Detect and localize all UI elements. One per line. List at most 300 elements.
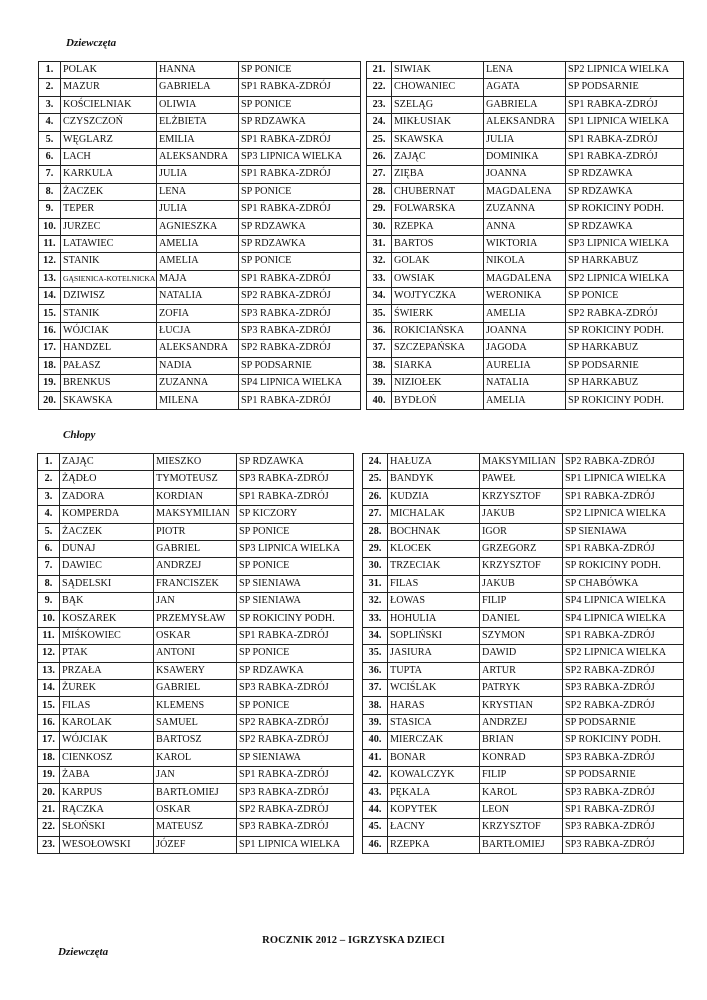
cell-first-name: KSAWERY xyxy=(154,662,237,679)
cell-surname: KOSZAREK xyxy=(60,610,154,627)
cell-num: 18. xyxy=(38,749,60,766)
boys-table-left xyxy=(37,453,354,854)
cell-num: 1. xyxy=(38,454,60,471)
cell-surname: CHOWANIEC xyxy=(392,79,484,96)
cell-school: SP1 RABKA-ZDRÓJ xyxy=(566,96,684,113)
table-row xyxy=(38,506,354,523)
cell-first-name: FILIP xyxy=(480,767,563,784)
cell-num: 11. xyxy=(38,627,60,644)
cell-first-name: ŁUCJA xyxy=(157,322,239,339)
table-row xyxy=(367,96,684,113)
cell-first-name: PRZEMYSŁAW xyxy=(154,610,237,627)
table-row xyxy=(367,375,684,392)
cell-first-name: SZYMON xyxy=(480,627,563,644)
table-row xyxy=(38,732,354,749)
cell-first-name: KAROL xyxy=(480,784,563,801)
table-row xyxy=(39,357,361,374)
table-row xyxy=(367,305,684,322)
cell-school: SP PODSARNIE xyxy=(563,767,684,784)
cell-school: SP SIENIAWA xyxy=(237,593,354,610)
cell-surname: KOMPERDA xyxy=(60,506,154,523)
cell-num: 43. xyxy=(363,784,388,801)
cell-num: 39. xyxy=(363,714,388,731)
cell-num: 9. xyxy=(39,201,61,218)
cell-num: 36. xyxy=(363,662,388,679)
cell-surname: ŻACZEK xyxy=(60,523,154,540)
cell-surname: PAŁASZ xyxy=(61,357,157,374)
table-row xyxy=(363,627,684,644)
cell-first-name: JAN xyxy=(154,593,237,610)
cell-first-name: HANNA xyxy=(157,62,239,79)
table-row xyxy=(363,767,684,784)
cell-school: SP PONICE xyxy=(566,288,684,305)
cell-first-name: JAGODA xyxy=(484,340,566,357)
cell-first-name: KAROL xyxy=(154,749,237,766)
cell-surname: BARTOS xyxy=(392,235,484,252)
cell-school: SP RDZAWKA xyxy=(566,183,684,200)
cell-first-name: GABRIELA xyxy=(157,79,239,96)
cell-surname: JURZEC xyxy=(61,218,157,235)
girls-table-left xyxy=(38,61,361,410)
table-row xyxy=(363,558,684,575)
cell-first-name: LENA xyxy=(157,183,239,200)
cell-surname: DAWIEC xyxy=(60,558,154,575)
cell-first-name: WERONIKA xyxy=(484,288,566,305)
cell-first-name: AMELIA xyxy=(484,392,566,409)
cell-first-name: KRYSTIAN xyxy=(480,697,563,714)
table-row xyxy=(367,79,684,96)
cell-school: SP2 RABKA-ZDRÓJ xyxy=(237,732,354,749)
cell-school: SP HARKABUZ xyxy=(566,375,684,392)
cell-surname: CHUBERNAT xyxy=(392,183,484,200)
cell-first-name: BARTŁOMIEJ xyxy=(480,836,563,853)
table-row xyxy=(39,270,361,287)
cell-school: SP3 RABKA-ZDRÓJ xyxy=(237,819,354,836)
cell-surname: FOLWARSKA xyxy=(392,201,484,218)
table-row xyxy=(39,62,361,79)
cell-first-name: ALEKSANDRA xyxy=(157,340,239,357)
cell-num: 28. xyxy=(363,523,388,540)
cell-num: 30. xyxy=(367,218,392,235)
cell-surname: HARAS xyxy=(388,697,480,714)
cell-first-name: SAMUEL xyxy=(154,714,237,731)
cell-surname: KARPUS xyxy=(60,784,154,801)
cell-first-name: ARTUR xyxy=(480,662,563,679)
cell-school: SP2 RABKA-ZDRÓJ xyxy=(563,662,684,679)
cell-school: SP3 RABKA-ZDRÓJ xyxy=(237,784,354,801)
cell-school: SP PONICE xyxy=(237,558,354,575)
cell-school: SP3 RABKA-ZDRÓJ xyxy=(563,836,684,853)
cell-first-name: PATRYK xyxy=(480,680,563,697)
table-row xyxy=(363,784,684,801)
table-row xyxy=(367,148,684,165)
cell-first-name: NATALIA xyxy=(484,375,566,392)
cell-first-name: LEON xyxy=(480,801,563,818)
cell-school: SP PODSARNIE xyxy=(566,79,684,96)
cell-first-name: MATEUSZ xyxy=(154,819,237,836)
cell-surname: HANDZEL xyxy=(61,340,157,357)
cell-school: SP1 RABKA-ZDRÓJ xyxy=(563,540,684,557)
cell-num: 15. xyxy=(38,697,60,714)
cell-num: 21. xyxy=(38,801,60,818)
cell-num: 30. xyxy=(363,558,388,575)
cell-surname: FILAS xyxy=(60,697,154,714)
cell-surname: MIŚKOWIEC xyxy=(60,627,154,644)
table-row xyxy=(38,575,354,592)
cell-surname: MAZUR xyxy=(61,79,157,96)
table-row xyxy=(367,131,684,148)
footer-heading: Dziewczęta xyxy=(58,946,109,958)
cell-first-name: WIKTORIA xyxy=(484,235,566,252)
table-row xyxy=(363,680,684,697)
cell-first-name: DAWID xyxy=(480,645,563,662)
table-row xyxy=(39,183,361,200)
cell-num: 8. xyxy=(39,183,61,200)
cell-first-name: DANIEL xyxy=(480,610,563,627)
table-row xyxy=(363,714,684,731)
cell-num: 23. xyxy=(38,836,60,853)
cell-num: 40. xyxy=(363,732,388,749)
cell-first-name: ELŻBIETA xyxy=(157,114,239,131)
cell-surname: PRZAŁA xyxy=(60,662,154,679)
table-row xyxy=(363,610,684,627)
table-row xyxy=(367,322,684,339)
cell-surname: ŻACZEK xyxy=(61,183,157,200)
cell-first-name: ANTONI xyxy=(154,645,237,662)
cell-surname: ZADORA xyxy=(60,488,154,505)
cell-school: SP SIENIAWA xyxy=(237,575,354,592)
cell-school: SP RDZAWKA xyxy=(237,662,354,679)
cell-surname: ROKICIAŃSKA xyxy=(392,322,484,339)
cell-num: 19. xyxy=(38,767,60,784)
table-row xyxy=(363,836,684,853)
cell-num: 9. xyxy=(38,593,60,610)
cell-school: SP ROKICINY PODH. xyxy=(566,201,684,218)
cell-num: 13. xyxy=(38,662,60,679)
cell-school: SP1 RABKA-ZDRÓJ xyxy=(563,627,684,644)
table-row xyxy=(38,819,354,836)
cell-first-name: JAN xyxy=(154,767,237,784)
cell-num: 29. xyxy=(367,201,392,218)
table-row xyxy=(367,270,684,287)
cell-school: SP PONICE xyxy=(239,62,361,79)
cell-num: 32. xyxy=(367,253,392,270)
cell-surname: BANDYK xyxy=(388,471,480,488)
table-row xyxy=(39,131,361,148)
cell-surname: DUNAJ xyxy=(60,540,154,557)
cell-num: 33. xyxy=(367,270,392,287)
cell-first-name: ALEKSANDRA xyxy=(484,114,566,131)
cell-num: 27. xyxy=(363,506,388,523)
cell-first-name: OLIWIA xyxy=(157,96,239,113)
cell-surname: HOHULIA xyxy=(388,610,480,627)
cell-num: 27. xyxy=(367,166,392,183)
cell-surname: WÓJCIAK xyxy=(60,732,154,749)
table-row xyxy=(39,322,361,339)
cell-school: SP1 LIPNICA WIELKA xyxy=(563,471,684,488)
cell-num: 7. xyxy=(39,166,61,183)
cell-num: 34. xyxy=(367,288,392,305)
cell-surname: BĄK xyxy=(60,593,154,610)
cell-school: SP1 RABKA-ZDRÓJ xyxy=(239,270,361,287)
cell-school: SP ROKICINY PODH. xyxy=(566,322,684,339)
table-row xyxy=(363,819,684,836)
cell-school: SP1 RABKA-ZDRÓJ xyxy=(566,148,684,165)
cell-school: SP PONICE xyxy=(237,697,354,714)
cell-num: 21. xyxy=(367,62,392,79)
cell-first-name: LENA xyxy=(484,62,566,79)
table-row xyxy=(38,767,354,784)
cell-first-name: GABRIEL xyxy=(154,680,237,697)
table-row xyxy=(39,392,361,409)
cell-surname: BYDŁOŃ xyxy=(392,392,484,409)
cell-first-name: GABRIEL xyxy=(154,540,237,557)
cell-surname: SKAWSKA xyxy=(61,392,157,409)
table-row xyxy=(363,471,684,488)
cell-school: SP2 LIPNICA WIELKA xyxy=(566,62,684,79)
cell-school: SP PODSARNIE xyxy=(566,357,684,374)
table-row xyxy=(363,523,684,540)
cell-surname: ŻABA xyxy=(60,767,154,784)
table-row xyxy=(39,340,361,357)
cell-surname: WĘGLARZ xyxy=(61,131,157,148)
cell-first-name: ZOFIA xyxy=(157,305,239,322)
cell-school: SP PONICE xyxy=(237,645,354,662)
table-row xyxy=(39,375,361,392)
cell-school: SP1 RABKA-ZDRÓJ xyxy=(239,79,361,96)
cell-surname: CIENKOSZ xyxy=(60,749,154,766)
table-row xyxy=(38,836,354,853)
cell-surname: HAŁUZA xyxy=(388,454,480,471)
cell-school: SP2 LIPNICA WIELKA xyxy=(566,270,684,287)
cell-school: SP ROKICINY PODH. xyxy=(563,732,684,749)
cell-school: SP PONICE xyxy=(239,253,361,270)
cell-num: 46. xyxy=(363,836,388,853)
cell-surname: SŁOŃSKI xyxy=(60,819,154,836)
cell-school: SP KICZORY xyxy=(237,506,354,523)
cell-first-name: JOANNA xyxy=(484,166,566,183)
cell-num: 13. xyxy=(39,270,61,287)
cell-school: SP4 LIPNICA WIELKA xyxy=(239,375,361,392)
cell-surname: WESOŁOWSKI xyxy=(60,836,154,853)
cell-surname: RZEPKA xyxy=(392,218,484,235)
heading-girls: Dziewczęta xyxy=(66,37,117,49)
table-row xyxy=(363,506,684,523)
cell-num: 38. xyxy=(367,357,392,374)
cell-school: SP2 LIPNICA WIELKA xyxy=(563,645,684,662)
cell-num: 35. xyxy=(363,645,388,662)
cell-surname: CZYSZCZOŃ xyxy=(61,114,157,131)
table-row xyxy=(39,201,361,218)
table-row xyxy=(39,305,361,322)
cell-surname: RĄCZKA xyxy=(60,801,154,818)
table-row xyxy=(38,627,354,644)
cell-surname: SIARKA xyxy=(392,357,484,374)
cell-first-name: EMILIA xyxy=(157,131,239,148)
cell-school: SP1 RABKA-ZDRÓJ xyxy=(239,201,361,218)
cell-school: SP2 RABKA-ZDRÓJ xyxy=(566,305,684,322)
cell-first-name: MIESZKO xyxy=(154,454,237,471)
cell-num: 37. xyxy=(367,340,392,357)
cell-school: SP PONICE xyxy=(239,96,361,113)
cell-school: SP1 RABKA-ZDRÓJ xyxy=(237,488,354,505)
cell-surname: MIERCZAK xyxy=(388,732,480,749)
cell-school: SP RDZAWKA xyxy=(566,218,684,235)
table-row xyxy=(367,357,684,374)
cell-num: 17. xyxy=(38,732,60,749)
cell-school: SP PONICE xyxy=(239,183,361,200)
cell-surname: LATAWIEC xyxy=(61,235,157,252)
cell-surname: STANIK xyxy=(61,253,157,270)
cell-school: SP ROKICINY PODH. xyxy=(237,610,354,627)
cell-school: SP HARKABUZ xyxy=(566,253,684,270)
table-row xyxy=(38,488,354,505)
cell-num: 35. xyxy=(367,305,392,322)
cell-school: SP1 LIPNICA WIELKA xyxy=(566,114,684,131)
cell-surname: ŁACNY xyxy=(388,819,480,836)
table-row xyxy=(39,148,361,165)
cell-school: SP1 RABKA-ZDRÓJ xyxy=(563,488,684,505)
table-row xyxy=(363,454,684,471)
table-row xyxy=(367,183,684,200)
cell-first-name: MILENA xyxy=(157,392,239,409)
cell-num: 17. xyxy=(39,340,61,357)
cell-school: SP3 LIPNICA WIELKA xyxy=(239,148,361,165)
table-row xyxy=(38,749,354,766)
cell-num: 5. xyxy=(39,131,61,148)
cell-num: 6. xyxy=(38,540,60,557)
cell-surname: TRZECIAK xyxy=(388,558,480,575)
cell-num: 36. xyxy=(367,322,392,339)
cell-school: SP ROKICINY PODH. xyxy=(566,392,684,409)
cell-num: 26. xyxy=(367,148,392,165)
table-row xyxy=(38,714,354,731)
cell-num: 24. xyxy=(363,454,388,471)
table-row xyxy=(367,253,684,270)
cell-school: SP3 RABKA-ZDRÓJ xyxy=(239,305,361,322)
cell-school: SP3 RABKA-ZDRÓJ xyxy=(563,784,684,801)
cell-school: SP RDZAWKA xyxy=(239,235,361,252)
table-row xyxy=(38,471,354,488)
cell-school: SP1 RABKA-ZDRÓJ xyxy=(563,801,684,818)
cell-num: 29. xyxy=(363,540,388,557)
cell-first-name: OSKAR xyxy=(154,627,237,644)
cell-num: 31. xyxy=(363,575,388,592)
cell-first-name: JULIA xyxy=(157,201,239,218)
cell-num: 23. xyxy=(367,96,392,113)
cell-first-name: MAGDALENA xyxy=(484,270,566,287)
cell-surname: BOCHNAK xyxy=(388,523,480,540)
cell-surname: WCIŚLAK xyxy=(388,680,480,697)
cell-surname: OWSIAK xyxy=(392,270,484,287)
cell-first-name: DOMINIKA xyxy=(484,148,566,165)
footer-title: ROCZNIK 2012 – IGRZYSKA DZIECI xyxy=(262,935,445,946)
cell-num: 41. xyxy=(363,749,388,766)
cell-first-name: AMELIA xyxy=(157,235,239,252)
cell-num: 8. xyxy=(38,575,60,592)
cell-num: 24. xyxy=(367,114,392,131)
cell-surname: MICHALAK xyxy=(388,506,480,523)
cell-school: SP3 RABKA-ZDRÓJ xyxy=(563,749,684,766)
cell-num: 33. xyxy=(363,610,388,627)
cell-first-name: KORDIAN xyxy=(154,488,237,505)
cell-first-name: FILIP xyxy=(480,593,563,610)
cell-surname: BONAR xyxy=(388,749,480,766)
table-row xyxy=(38,523,354,540)
cell-num: 26. xyxy=(363,488,388,505)
cell-surname: STASICA xyxy=(388,714,480,731)
cell-num: 4. xyxy=(39,114,61,131)
cell-surname: PĘKALA xyxy=(388,784,480,801)
cell-school: SP RDZAWKA xyxy=(239,218,361,235)
table-row xyxy=(38,593,354,610)
table-row xyxy=(38,645,354,662)
table-row xyxy=(363,575,684,592)
cell-first-name: ANNA xyxy=(484,218,566,235)
cell-surname: GOLAK xyxy=(392,253,484,270)
cell-school: SP1 RABKA-ZDRÓJ xyxy=(239,392,361,409)
cell-school: SP1 LIPNICA WIELKA xyxy=(237,836,354,853)
cell-surname: SZCZEPAŃSKA xyxy=(392,340,484,357)
cell-num: 22. xyxy=(38,819,60,836)
cell-school: SP3 RABKA-ZDRÓJ xyxy=(563,680,684,697)
cell-school: SP PODSARNIE xyxy=(239,357,361,374)
cell-first-name: TYMOTEUSZ xyxy=(154,471,237,488)
cell-num: 40. xyxy=(367,392,392,409)
cell-first-name: NIKOLA xyxy=(484,253,566,270)
cell-surname: ZIĘBA xyxy=(392,166,484,183)
cell-num: 4. xyxy=(38,506,60,523)
girls-table-right xyxy=(366,61,684,410)
table-row xyxy=(38,558,354,575)
cell-surname: KARKULA xyxy=(61,166,157,183)
table-row xyxy=(38,680,354,697)
cell-surname: PTAK xyxy=(60,645,154,662)
table-row xyxy=(39,96,361,113)
boys-table-right xyxy=(362,453,684,854)
cell-surname: NIZIOŁEK xyxy=(392,375,484,392)
cell-first-name: ZUZANNA xyxy=(484,201,566,218)
cell-first-name: JULIA xyxy=(484,131,566,148)
cell-school: SP1 RABKA-ZDRÓJ xyxy=(239,131,361,148)
cell-num: 12. xyxy=(38,645,60,662)
table-row xyxy=(363,749,684,766)
table-row xyxy=(367,62,684,79)
cell-surname: KLOCEK xyxy=(388,540,480,557)
cell-first-name: PAWEŁ xyxy=(480,471,563,488)
cell-school: SP1 RABKA-ZDRÓJ xyxy=(566,131,684,148)
cell-num: 25. xyxy=(367,131,392,148)
cell-surname: KOPYTEK xyxy=(388,801,480,818)
cell-num: 1. xyxy=(39,62,61,79)
table-row xyxy=(367,218,684,235)
table-row xyxy=(39,79,361,96)
cell-surname: ŻUREK xyxy=(60,680,154,697)
cell-surname: BRENKUS xyxy=(61,375,157,392)
cell-first-name: KRZYSZTOF xyxy=(480,488,563,505)
cell-num: 22. xyxy=(367,79,392,96)
cell-num: 44. xyxy=(363,801,388,818)
cell-first-name: ANDRZEJ xyxy=(480,714,563,731)
cell-first-name: AURELIA xyxy=(484,357,566,374)
cell-first-name: ALEKSANDRA xyxy=(157,148,239,165)
table-row xyxy=(38,801,354,818)
table-row xyxy=(39,235,361,252)
cell-num: 7. xyxy=(38,558,60,575)
cell-first-name: BARTOSZ xyxy=(154,732,237,749)
cell-num: 6. xyxy=(39,148,61,165)
cell-school: SP SIENIAWA xyxy=(563,523,684,540)
